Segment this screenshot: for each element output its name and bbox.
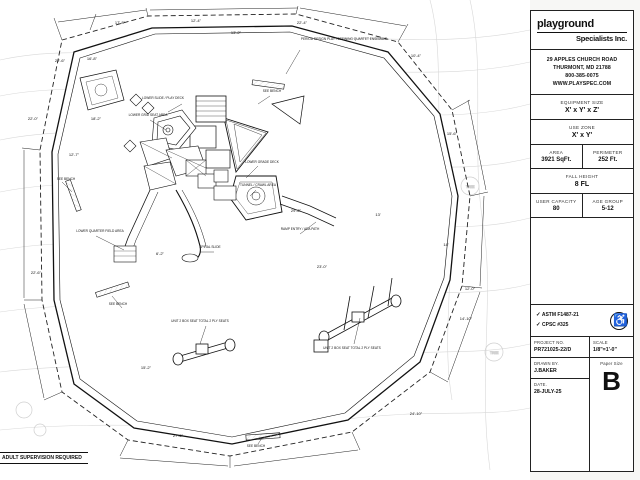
dimension-label: 24'-10" (409, 411, 423, 416)
address-line-4: WWW.PLAYSPEC.COM (552, 81, 612, 88)
dimension-label: 15'-6" (446, 131, 458, 136)
accessibility-icon (610, 312, 628, 330)
user-capacity-block (531, 194, 582, 217)
standard-cpsc: CPSC #325 (542, 321, 569, 328)
drawn-by-block (531, 358, 589, 379)
project-no-value: PR721025-22/D (534, 346, 572, 353)
callout-label: UNIT 2 BOX SEAT TOTAL 2 PLY SEATS (171, 319, 229, 323)
fall-height-block (531, 169, 633, 194)
dimension-label: 10'-4" (410, 53, 422, 58)
standard-astm: ASTM F1487-21 (541, 312, 579, 319)
date-label: DATE. (534, 381, 548, 387)
callout-label: SEE BENCH (108, 302, 128, 306)
company-address (531, 50, 633, 95)
equipment-size-block (531, 95, 633, 120)
perimeter-label: PERIMETER (593, 150, 623, 156)
callout-label: UNIT 2 BOX SEAT TOTAL 2 PLY SEATS (323, 346, 381, 350)
dimension-label: 15'-2" (140, 365, 152, 370)
use-zone-label: USE ZONE (569, 125, 595, 131)
paper-size-label: Paper Size (600, 360, 623, 366)
use-zone-value: X' x Y' (571, 132, 593, 140)
equipment-size-label: EQUIPMENT SIZE (560, 100, 604, 106)
dimension-label: 29'-2" (290, 208, 302, 213)
callout-label: LOWER QUARTER FIELD AREA (76, 229, 124, 233)
callout-label: SEE BENCH (56, 177, 76, 181)
fall-height-label: FALL HEIGHT (565, 174, 599, 180)
check-icon: ✓ (536, 321, 541, 328)
callout-label: SEE BENCH (246, 444, 266, 448)
address-line-2: THURMONT, MD 21788 (553, 65, 611, 72)
dimension-label: 23'-0" (316, 264, 328, 269)
drawn-by-value: J.BAKER (534, 367, 557, 374)
date-block (531, 379, 589, 399)
user-capacity-label: USER CAPACITY (535, 199, 577, 205)
titleblock-spacer (531, 218, 633, 305)
paper-size-block (590, 358, 633, 471)
dimension-label: 22'-6" (54, 58, 66, 63)
supervision-note: ADULT SUPERVISION REQUIRED (0, 452, 88, 464)
title-block (530, 10, 634, 472)
date-value: 28-JULY-25 (534, 388, 562, 395)
scale-value: 1/8"=1'-0" (593, 346, 617, 353)
age-group-value: 5-12 (601, 206, 614, 213)
titleblock-footer (531, 337, 633, 471)
age-group-block (582, 194, 634, 217)
callout-label: SPIRAL SLIDE (199, 245, 221, 249)
perimeter-value: 252 Ft. (598, 157, 618, 164)
standard-line-1 (536, 311, 606, 320)
callout-label: LOWER GRADE DECK (245, 160, 279, 164)
dimension-label: 14'-10" (459, 316, 473, 321)
use-zone-block (531, 120, 633, 145)
address-line-3: 800-385-0075 (565, 73, 599, 80)
dimension-label: 22'-4" (296, 20, 308, 25)
drawn-by-label: DRAWN BY. (534, 360, 559, 366)
dimension-label: 18'-2" (90, 116, 102, 121)
dimension-label: 22'-0" (27, 116, 39, 121)
dimension-label: 17'-8" (114, 20, 126, 25)
dimension-label: 16'-8" (86, 56, 98, 61)
callout-label: TUNNEL / CRAWL AREA (240, 183, 276, 187)
dimension-label: 13' (375, 212, 381, 217)
callout-label: LOWER SLIDE / PLAY DECK (141, 96, 185, 100)
user-capacity-value: 80 (552, 206, 560, 213)
area-perimeter-row (531, 145, 633, 169)
scale-label: SCALE (593, 339, 608, 345)
callout-label: RAMP ENTRY / ADA PATH (280, 227, 320, 231)
check-icon: ✓ (536, 312, 541, 319)
fall-height-value: 8 FL (574, 181, 590, 189)
area-value: 3921 SqFt. (541, 157, 572, 164)
area-label: AREA (549, 150, 564, 156)
perimeter-block (582, 145, 634, 168)
paper-size-value: B (602, 365, 621, 396)
area-block (531, 145, 582, 168)
callout-label: PERIOD DESIGN PLAY / DEFINING QUARTET ENSEMBLE (300, 37, 388, 41)
callout-label: SEE BENCH (262, 89, 282, 93)
logo-divider (537, 32, 627, 33)
logo-secondary-text: Specialists Inc. (576, 34, 627, 43)
project-no-block (531, 337, 589, 358)
equipment-size-value: X' x Y' x Z' (564, 107, 600, 115)
address-line-1: 29 APPLES CHURCH ROAD (546, 57, 618, 63)
svg-text:TREE: TREE (490, 351, 499, 355)
svg-text:TREE: TREE (466, 185, 475, 189)
age-group-label: AGE GROUP (592, 199, 624, 205)
dimension-label: 27'-6" (172, 433, 184, 438)
dimension-label: 6'-2" (156, 251, 164, 256)
company-logo (531, 11, 633, 50)
project-no-label: PROJECT NO. (534, 339, 565, 345)
dimension-label: 12'-7" (68, 152, 80, 157)
logo-primary-text: playground (537, 18, 594, 30)
callout-label: LOWER GRID SEAT AREA (128, 113, 168, 117)
dimension-label: 12'-0" (464, 286, 476, 291)
dimension-label: 12'-4" (190, 18, 202, 23)
standards-block (531, 305, 633, 337)
capacity-age-row (531, 194, 633, 218)
standard-line-2 (536, 321, 606, 330)
dimension-label: 13'-2" (230, 30, 242, 35)
scale-block (590, 337, 633, 358)
dimension-label: 18' (443, 242, 449, 247)
dimension-label: 22'-6" (30, 270, 42, 275)
